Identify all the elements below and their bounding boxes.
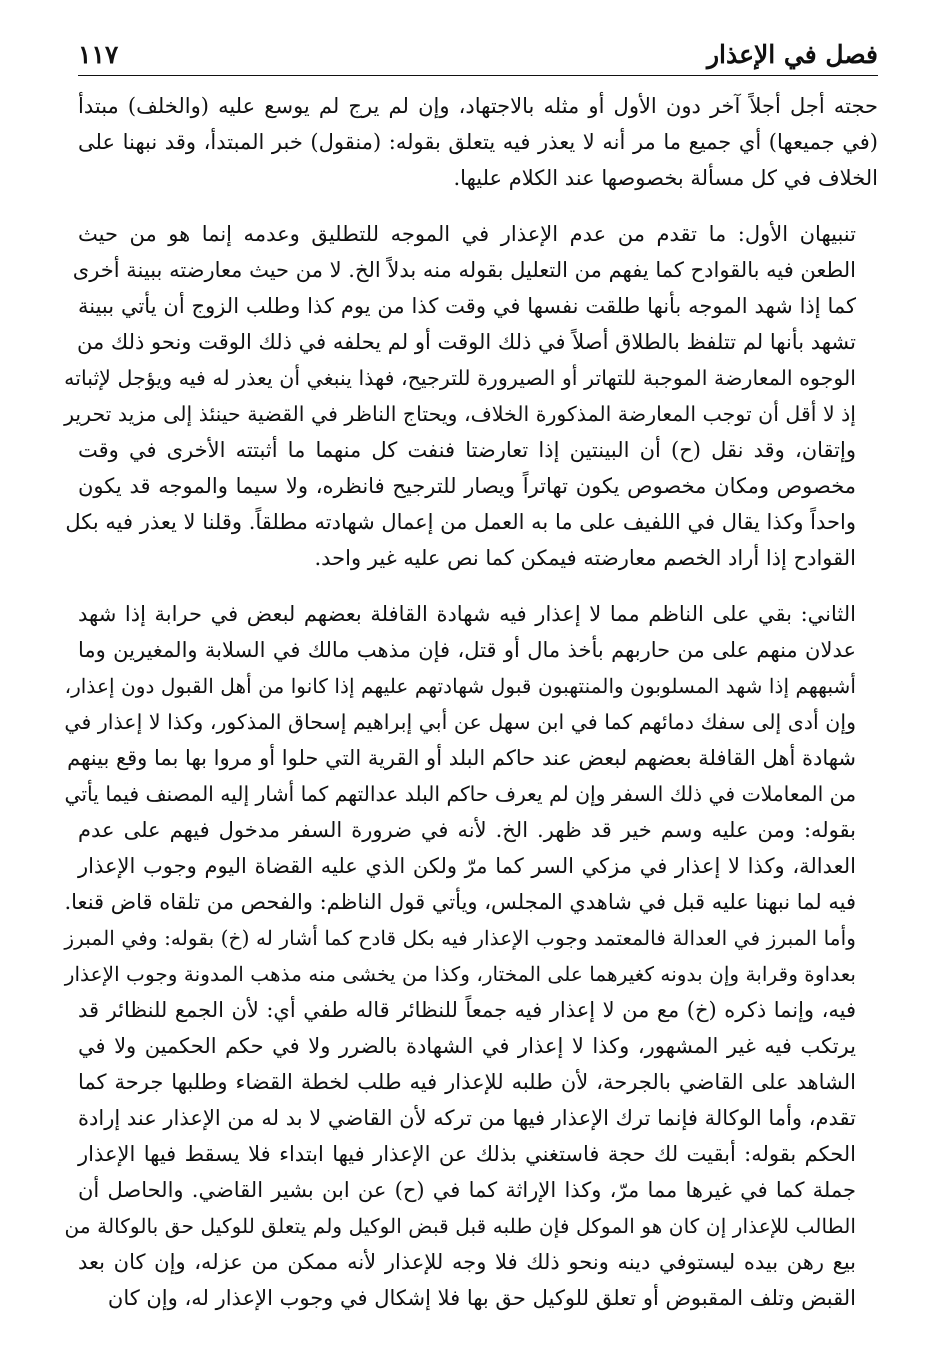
text-line: واحداً وكذا يقال في اللفيف على ما به العمل من إعمال شهادته مطلقاً. وقلنا لا يعذر فيه بكل (65, 510, 856, 534)
text-line: الطعن فيه بالقوادح كما يفهم من التعليل بقوله منه بدلاً الخ. لا من حيث معارضته ببينة أخرى (72, 258, 856, 282)
text-line: الطالب للإعذار إن كان هو الموكل فإن طلبه قبل قبض الوكيل ولم يتعلق للوكيل حق بالوكالة من (64, 1214, 856, 1238)
text-line: تنبيهان الأول: ما تقدم من عدم الإعذار في الموجه للتطليق وعدمه إنما هو من حيث (78, 222, 856, 246)
text-line: القبض وتلف المقبوض أو تعلق للوكيل حق بها فلا إشكال في وجوب الإعذار له، وإن كان (107, 1286, 856, 1310)
text-line: وإتقان، وقد نقل (ح) أن البينتين إذا تعارضتا فنفت كل منهما ما أثبتته الأخرى في وقت (78, 438, 856, 462)
text-line: تشهد بأنها لم تتلفظ بالطلاق أصلاً في ذلك الوقت أو لم يحلفه في ذلك الوقت ونحو ذلك من (77, 330, 856, 354)
text-line: بقوله: ومن عليه وسم خير قد ظهر. الخ. لأنه في ضرورة السفر مدخول فيهم على عدم (78, 818, 856, 842)
text-line: العدالة، وكذا لا إعذار في مزكي السر كما مرّ ولكن الذي عليه القضاة اليوم وجوب الإعذار (78, 854, 856, 878)
document-body (64, 88, 878, 1316)
text-line: الخلاف في كل مسألة بخصوصها عند الكلام عليها. (453, 166, 878, 190)
text-line: جملة كما في غيرها مما مرّ، وكذا الإراثة كما في (ح) عن ابن بشير القاضي. والحاصل أن (78, 1178, 856, 1202)
text-line: (في جميعها) أي جميع ما مر أنه لا يعذر فيه يتعلق بقوله: (منقول) خبر المبتدأ، وقد نبهنا على (78, 130, 878, 154)
paragraph-second-note (64, 596, 878, 1316)
text-line: بعداوة وقرابة وإن بدونه كغيرهما على المختار، وكذا من يخشى منه مذهب المدونة وجوب الإعذار (64, 962, 856, 986)
text-line: الشاهد على القاضي بالجرحة، لأن طلبه للإعذار فيه طلب لخطة القضاء وطلبها جرحة كما (78, 1070, 856, 1094)
text-line: كما إذا شهد الموجه بأنها طلقت نفسها في وقت كذا من يوم كذا وطلب الزوج أن يأتي ببينة (78, 294, 856, 318)
text-line: بيع رهن بيده ليستوفي دينه ونحو ذلك فلا وجه للإعذار لأنه ممكن من عزله، وإن كان بعد (78, 1250, 856, 1274)
text-line: شهادة أهل القافلة بعضهم لبعض عند حاكم البلد أو القرية التي حلوا أو مروا بها بما وقع بينهم (67, 746, 856, 770)
running-header (78, 40, 878, 76)
text-line: أشبههم إذا شهد المسلوبون والمنتهبون قبول شهادتهم عليهم إذا كانوا من أهل القبول دون إعذار، (64, 674, 856, 698)
text-line: القوادح إذا أراد الخصم معارضته فيمكن كما نص عليه غير واحد. (314, 546, 856, 570)
text-line: الحكم بقوله: أبقيت لك حجة فاستغني بذلك عن الإعذار فيها ابتداء فلا يسقط فيها الإعذار (78, 1142, 856, 1166)
text-line: الثاني: بقي على الناظم مما لا إعذار فيه شهادة القافلة بعضهم لبعض في حرابة إذا شهد (78, 602, 856, 626)
text-line: عدلان منهم على من حاربهم بأخذ مال أو قتل، فإن مذهب مالك في السلابة والمغيرين وما (78, 638, 856, 662)
text-line: فيه لما نبهنا عليه قبل في شاهدي المجلس، ويأتي قول الناظم: والفحص من تلقاه قاض قنعا. (64, 890, 856, 914)
text-line: وأما المبرز في العدالة فالمعتمد وجوب الإعذار فيه بكل قادح كما أشار له (خ) بقوله: وفي المبرز (64, 926, 856, 950)
paragraph-first-note (64, 216, 878, 576)
page-number: ١١٧ (78, 40, 119, 69)
paragraph-continuation (78, 88, 878, 196)
chapter-title: فصل في الإعذار (706, 40, 878, 69)
text-line: وإن أدى إلى سفك دمائهم كما في ابن سهل عن أبي إبراهيم إسحاق المذكور، وكذا لا إعذار في (64, 710, 856, 734)
text-line: فيه، وإنما ذكره (خ) مع من لا إعذار فيه جمعاً للنظائر قاله طفي أي: لأن الجمع للنظائر قد (78, 998, 856, 1022)
text-line: حجته أجل أجلاً آخر دون الأول أو مثله بالاجتهاد، وإن لم يرج لم يوسع عليه (والخلف) مبتدأ (78, 94, 878, 118)
document-page (64, 40, 878, 1316)
text-line: من المعاملات في ذلك السفر وإن لم يعرف حاكم البلد عدالتهم كما أشار إليه المصنف فيما يأتي (64, 782, 856, 806)
text-line: الوجوه المعارضة الموجبة للتهاتر أو الصيرورة للترجيح، فهذا ينبغي أن يعذر له فيه ويؤجل لإثباته (64, 366, 856, 390)
text-line: يرتكب فيه غير المشهور، وكذا لا إعذار في الشهادة بالضرر ولا في حكم الحكمين ولا في (78, 1034, 856, 1058)
text-line: مخصوص ومكان مخصوص يكون تهاتراً ويصار للترجيح فانظره، ولا سيما والموجه قد يكون (78, 474, 856, 498)
text-line: تقدم، وأما الوكالة فإنما ترك الإعذار فيها من تركه لأن القاضي لا بد له من الإعذار عند إرادة (78, 1106, 856, 1130)
text-line: إذ لا أقل أن توجب المعارضة المذكورة الخلاف، ويحتاج الناظر في القضية حينئذ إلى مزيد تحرير (64, 402, 856, 426)
